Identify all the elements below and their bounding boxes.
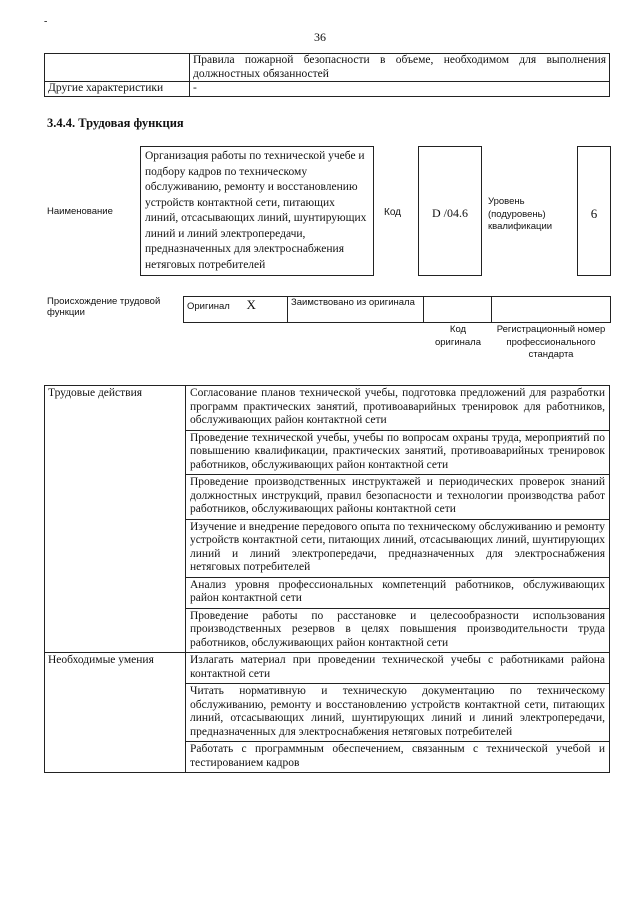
action-item: Согласование планов технической учебы, подготовка предложений для разработки программ практических занятий, противоаварийных тренировок для работников, обслуживающих район контактной сети [186, 386, 610, 431]
table-cell-empty [45, 54, 190, 82]
level-label [488, 196, 568, 234]
skill-item: Излагать материал при проведении технической учебы с работниками района контактной сети [186, 653, 610, 684]
skill-item: Читать нормативную и техническую документацию по техническому обслуживанию, ремонту и восстановлению устройств контактной сети, питающих линий, отсасывающих линий, шунтирующих линий и линий электропередачи, предназначенных для электроснабжения нетяговых потребителей [186, 684, 610, 742]
action-item: Анализ уровня профессиональных компетенций работников, обслуживающих район контактной сети [186, 577, 610, 608]
table-row [45, 82, 610, 97]
name-label: Наименование [47, 206, 113, 217]
skills-label: Необходимые умения [45, 653, 186, 773]
borrowed-cell: Заимствовано из оригинала [288, 297, 424, 323]
action-item: Проведение технической учебы, учебы по вопросам охраны труда, мероприятий по повышению квалификации, практических занятий, противоаварийных тренировок работников, обслуживающих район контактной сети [186, 430, 610, 475]
page-number: 36 [314, 30, 326, 44]
table-row [184, 297, 611, 323]
actions-label: Трудовые действия [45, 386, 186, 653]
table-row [45, 54, 610, 82]
page-mark: - [44, 16, 48, 27]
reg-number-caption: Регистрационный номер профессионального стандарта [496, 324, 606, 360]
origin-label-text: Происхождение трудовой функции [47, 296, 161, 318]
action-item: Проведение производственных инструктажей и периодических проверок знаний должностных инструкций, правил безопасности и технологии производства работ работников, обслуживающих районы контактной сети [186, 475, 610, 520]
original-cell [184, 297, 288, 323]
origin-code-caption: Код оригинала [434, 324, 481, 348]
table-row [45, 386, 610, 431]
origin-code-cell [424, 297, 492, 323]
table-row [45, 653, 610, 684]
skill-item: Работать с программным обеспечением, связанным с технической учебой и тестированием кадров [186, 742, 610, 773]
code-value-box: D /04.6 [418, 146, 482, 276]
code-label: Код [384, 207, 402, 218]
action-item: Проведение работы по расстановке и целесообразности использования производственных резервов в целях повышения производительности труда работников, обслуживающих район контактной сети [186, 608, 610, 653]
level-label-text: Уровень (подуровень) квалификации [488, 196, 553, 232]
origin-table [183, 296, 611, 323]
original-label: Оригинал [187, 301, 230, 312]
row-label: Другие характеристики [45, 82, 190, 97]
action-item: Изучение и внедрение передового опыта по техническому обслуживанию и ремонту устройств контактной сети, питающих линий, отсасывающих линий, шунтирующих линий и линий электропередачи, предназначенных для электроснабжения нетяговых потребителей [186, 519, 610, 577]
table-cell: Правила пожарной безопасности в объеме, необходимом для выполнения должностных обязанностей [190, 54, 610, 82]
origin-label [47, 296, 175, 318]
table-cell: - [190, 82, 610, 97]
reg-number-cell [492, 297, 611, 323]
previous-function-table-end [44, 53, 610, 97]
level-value-box: 6 [577, 146, 611, 276]
original-mark: X [246, 297, 256, 312]
function-details-table [44, 385, 610, 773]
function-name-box: Организация работы по технической учебе и подбору кадров по техническому обслуживанию, ремонту и восстановлению устройств контактной сети, питающих линий, отсасывающих линий, шунтирующих линий и линий электропередачи, предназначенных для электроснабжения нетяговых потребителей [140, 146, 374, 276]
section-title: 3.4.4. Трудовая функция [47, 116, 184, 130]
